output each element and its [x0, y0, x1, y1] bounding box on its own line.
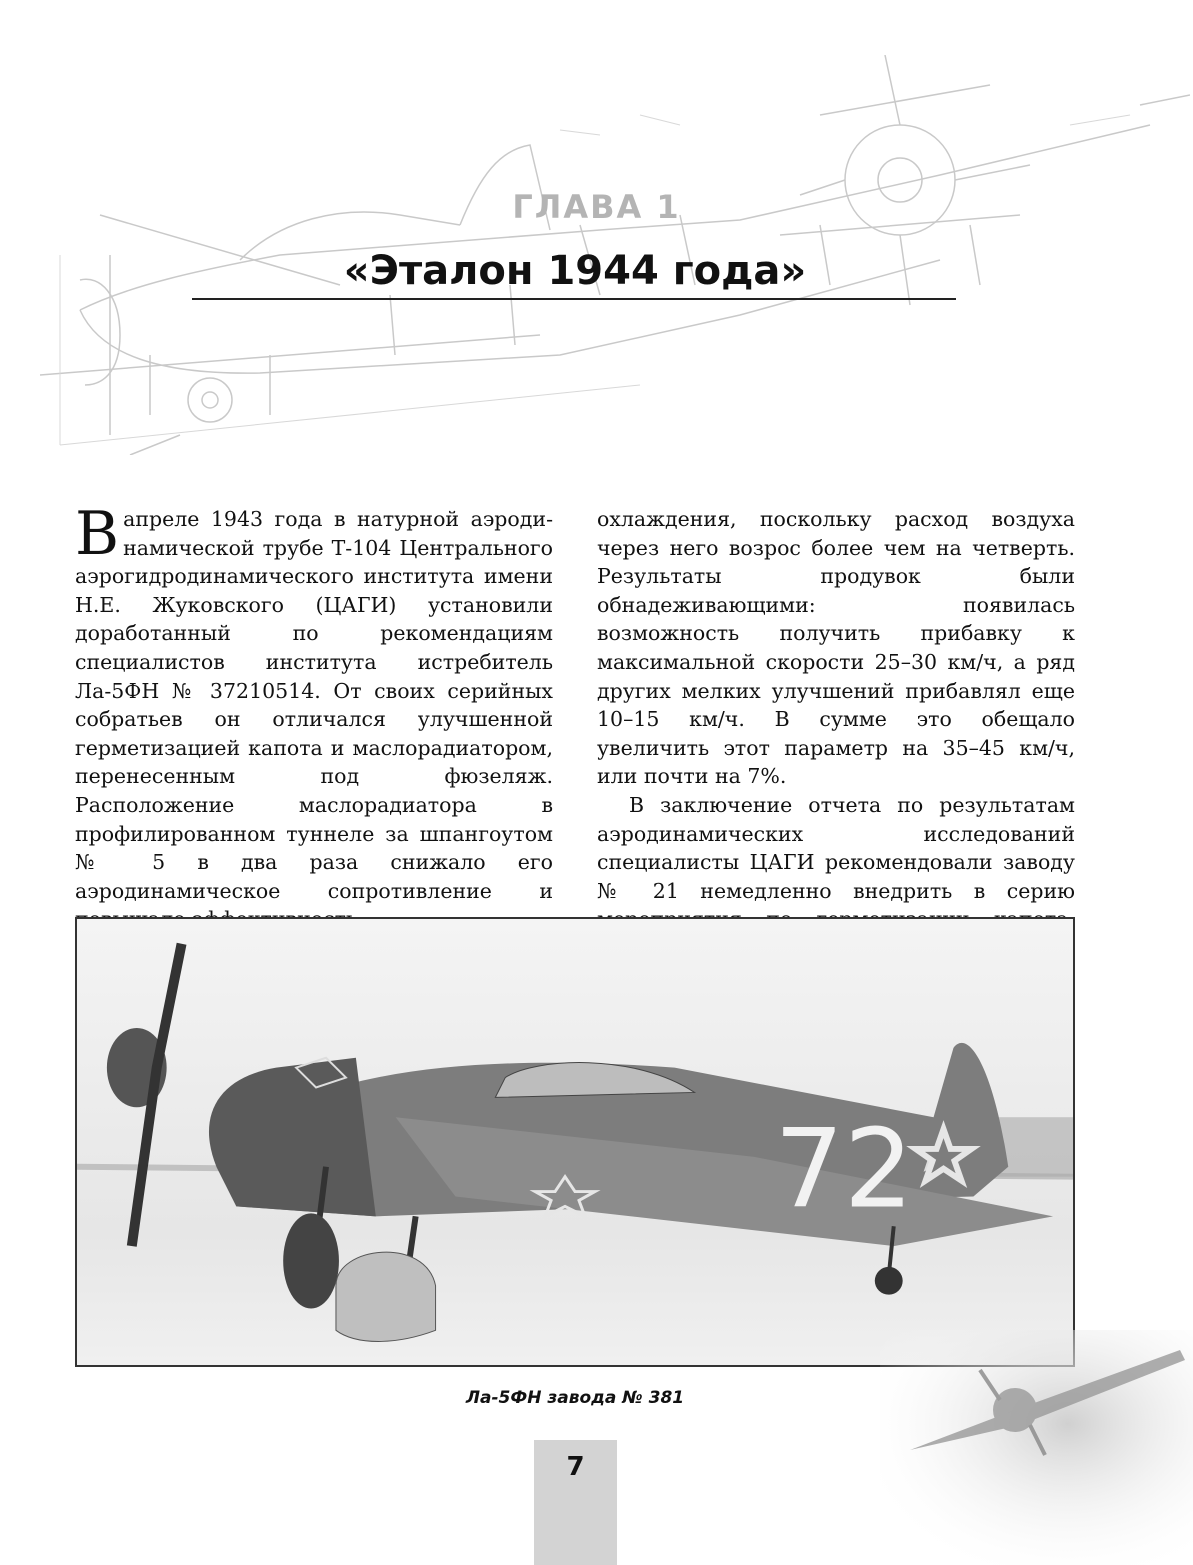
chapter-title: «Эталон 1944 года» [343, 248, 807, 294]
body-paragraph: В заключение отчета по результатам аэродинамических исследований специалисты ЦАГИ рекомендовали заводу № 21 немедленно внедрить в серию [597, 792, 1075, 903]
aircraft-photo [75, 917, 1075, 1367]
text-column-left [75, 499, 553, 934]
tail-number: 72 [774, 1105, 914, 1233]
page-number: 7 [566, 1452, 585, 1482]
corner-aircraft-illustration [880, 1330, 1193, 1565]
photo-caption: Ла-5ФН завода № 381 [465, 1388, 685, 1408]
chapter-label: ГЛАВА 1 [512, 188, 681, 226]
body-paragraph: апреле 1943 года в натурной аэродинамической трубе Т-104 Центрального аэрогидродинамического института имени Н.Е. Жуковского (ЦАГИ) установили доработанный по рекомендациям специалистов института истребитель Ла-5ФН № 37210514. От своих серийных собратьев он отличался улучшенной герметизацией капота и маслорадиатором, перенесенным под фюзеляж. Расположение маслорадиатора в профилированном туннеле за шпангоутом № 5 в два раза снижало его аэродинамическое сопротивление и [75, 507, 553, 903]
title-rule [192, 298, 956, 300]
text-column-right [597, 505, 1075, 963]
body-paragraph: охлаждения, поскольку расход воздуха через него возрос более чем на четверть. Результаты продувок были обнадеживающими: появилась возможность получить прибавку к максимальной скорости 25–30 км/ч, а ряд других мелких улучшений прибавлял еще 10–15 км/ч. В сумме это обещало увеличить этот параметр на 35–45 км/ч, или почти на 7%. [597, 507, 1075, 789]
drop-cap: В [75, 499, 120, 569]
